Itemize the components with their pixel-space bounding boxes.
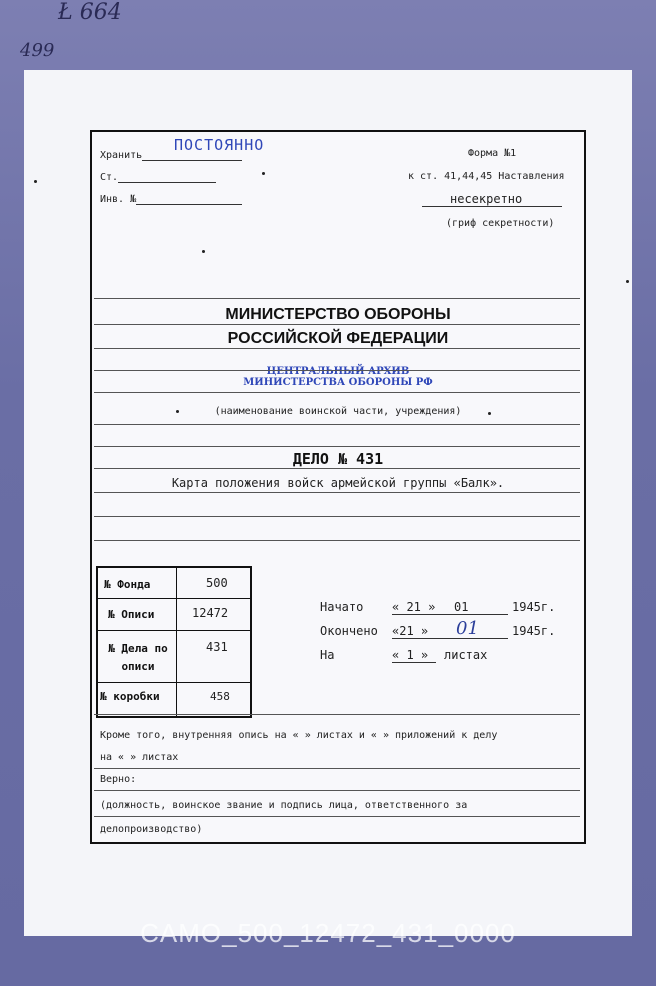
sheets-word: листах <box>444 648 488 662</box>
ink-speck <box>262 172 265 175</box>
rule-2 <box>94 324 580 325</box>
started-day: « 21 » <box>392 600 436 614</box>
case-description: Карта положения войск армейской группы «Балк». <box>171 476 505 490</box>
image-watermark: CAMO_500_12472_431_0000 <box>140 918 516 948</box>
delo-value: 431 <box>206 640 228 654</box>
rule-10 <box>94 516 580 517</box>
classification-caption: (гриф секретности) <box>446 218 555 229</box>
ink-speck <box>176 410 179 413</box>
store-value-stamp: ПОСТОЯННО <box>174 136 265 154</box>
started-label: Начато <box>320 600 364 614</box>
inv-underline <box>136 204 242 205</box>
rule-13 <box>94 768 580 769</box>
sheets-value: « 1 » <box>392 648 429 662</box>
classification-value: несекретно <box>450 192 523 206</box>
fond-label: № Фонда <box>104 578 151 591</box>
rule-4 <box>94 370 580 371</box>
st-underline <box>118 182 216 183</box>
rule-12 <box>94 714 580 715</box>
rule-7 <box>94 446 580 447</box>
rule-5 <box>94 392 580 393</box>
rule-9 <box>94 492 580 493</box>
form-frame <box>90 130 586 844</box>
ministry-line-1: МИНИСТЕРСТВО ОБОРОНЫ <box>225 306 451 323</box>
ended-underline <box>392 638 508 639</box>
footer-line-1: Кроме того, внутренняя опись на « » листах и « » приложений к делу <box>100 730 498 741</box>
unit-caption: (наименование воинской части, учреждения) <box>214 406 462 417</box>
started-month: 01 <box>454 600 469 614</box>
footer-line-2: на « » листах <box>100 752 179 763</box>
inv-label: Инв. № <box>100 194 137 205</box>
rule-6 <box>94 424 580 425</box>
started-underline <box>392 614 508 615</box>
sheets-label: На <box>320 648 335 662</box>
archive-stamp-line-1: ЦЕНТРАЛЬНЫЙ АРХИВ <box>266 366 410 377</box>
ministry-line-2: РОССИЙСКОЙ ФЕДЕРАЦИИ <box>227 330 449 347</box>
article-text: к ст. 41,44,45 Наставления <box>408 171 565 182</box>
position-line-1: (должность, воинское звание и подпись лица, ответственного за <box>100 800 468 811</box>
sheets-underline <box>392 662 436 663</box>
rule-14 <box>94 790 580 791</box>
ink-speck <box>202 250 205 253</box>
form-label: Форма №1 <box>468 148 517 159</box>
st-label: Ст. <box>100 172 119 183</box>
ended-day: «21 » <box>392 624 429 638</box>
delo-label: № Дела по описи <box>108 642 168 673</box>
classification-underline <box>422 206 562 207</box>
rule-3 <box>94 348 580 349</box>
box-value: 458 <box>210 690 230 703</box>
rule-15 <box>94 816 580 817</box>
box-label: № коробки <box>100 690 160 703</box>
position-line-2: делопроизводство) <box>100 824 203 835</box>
ink-speck <box>626 280 629 283</box>
ended-month: 01 <box>456 618 479 639</box>
ended-year: 1945г. <box>512 624 556 638</box>
opis-value: 12472 <box>192 606 229 620</box>
ended-label: Окончено <box>320 624 378 638</box>
archive-stamp-line-2: МИНИСТЕРСТВА ОБОРОНЫ РФ <box>243 377 433 388</box>
opis-label: № Описи <box>108 608 155 621</box>
store-label: Хранить <box>100 150 143 161</box>
case-title: ДЕЛО № 431 <box>292 450 384 468</box>
ink-speck <box>488 412 491 415</box>
store-underline <box>142 160 242 161</box>
verno-label: Верно: <box>100 774 137 785</box>
ink-speck <box>34 180 37 183</box>
started-year: 1945г. <box>512 600 556 614</box>
rule-11 <box>94 540 580 541</box>
rule-8 <box>94 468 580 469</box>
margin-note-left: 499 <box>20 40 55 61</box>
rule-1 <box>94 298 580 299</box>
margin-note-top: Ł 664 <box>58 0 122 25</box>
fond-value: 500 <box>206 576 228 590</box>
registry-table <box>96 566 252 718</box>
